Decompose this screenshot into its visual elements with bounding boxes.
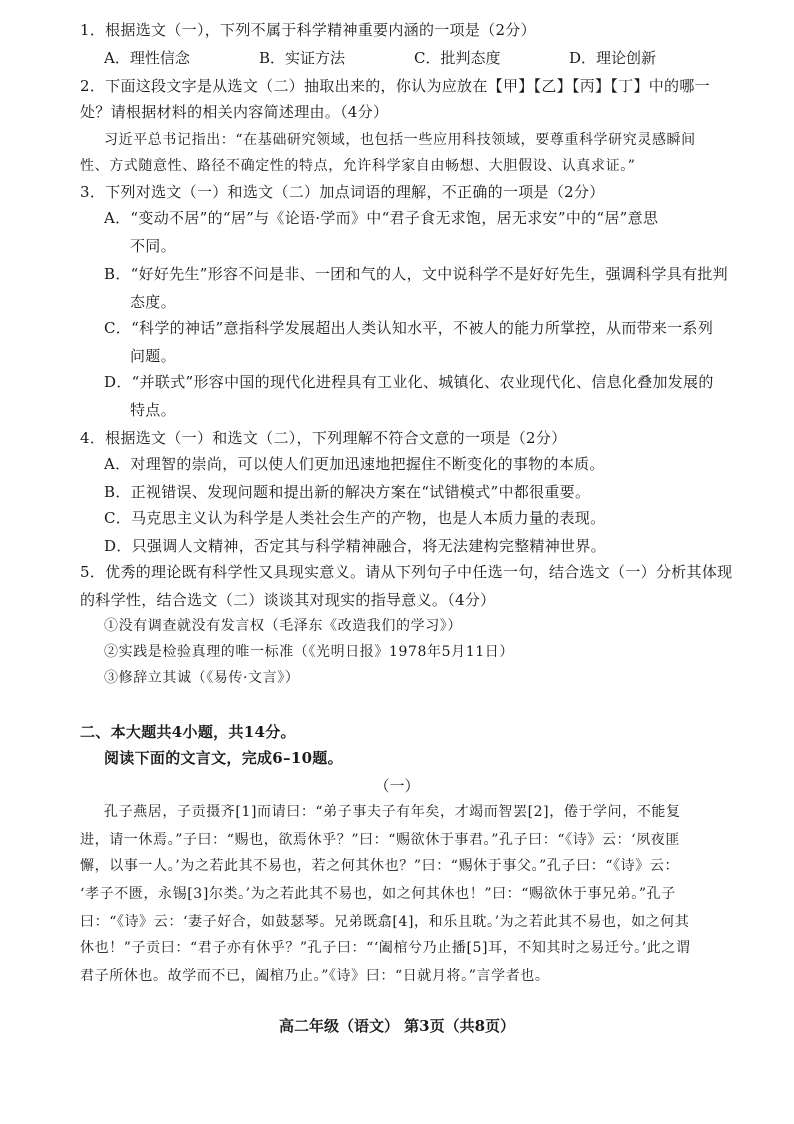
q4-stem: 4．根据选文（一）和选文（二），下列理解不符合文意的一项是（2分）	[80, 429, 567, 447]
q1-option-b: B．实证方法	[259, 49, 346, 67]
q1-stem: 1．根据选文（一），下列不属于科学精神重要内涵的一项是（2分）	[80, 21, 536, 39]
q1-options	[104, 48, 724, 68]
q5-sentence-3: ③修辞立其诚（《易传·文言》）	[104, 670, 300, 686]
q3-option-a-line2: 不同。	[130, 237, 176, 255]
q4-option-c: C．马克思主义认为科学是人类社会生产的产物，也是人本质力量的表现。	[104, 509, 606, 527]
q2-stem-line1: 2．下面这段文字是从选文（二）抽取出来的，你认为应放在【甲】【乙】【丙】【丁】中的哪一	[80, 77, 710, 95]
passage-line-1: 孔子燕居，子贡摄齐[1]而请曰：“弟子事夫子有年矣，才竭而智罢[2]，倦于学问，不能复	[104, 804, 681, 820]
q1-option-d: D．理论创新	[569, 49, 657, 67]
q4-option-a: A．对理智的崇尚，可以使人们更加迅速地把握住不断变化的事物的本质。	[104, 455, 605, 473]
section2-title: 二、本大题共4小题，共14分。	[80, 723, 296, 741]
q4-option-b: B．正视错误、发现问题和提出新的解决方案在“试错模式”中都很重要。	[104, 483, 591, 501]
q2-quote-line1: 习近平总书记指出：“在基础研究领域，也包括一些应用科技领域，要尊重科学研究灵感瞬间	[104, 132, 696, 148]
q5-sentence-2: ②实践是检验真理的唯一标准（《光明日报》1978年5月11日）	[104, 644, 514, 660]
page-footer: 高二年级（语文） 第3页（共8页）	[278, 1017, 516, 1035]
q1-option-a: A．理性信念	[104, 49, 190, 67]
q5-sentence-1: ①没有调查就没有发言权（毛泽东《改造我们的学习》）	[104, 618, 462, 634]
q3-option-d-line2: 特点。	[130, 401, 176, 419]
q5-stem-line2: 的科学性，结合选文（二）谈谈其对现实的指导意义。（4分）	[80, 591, 496, 609]
q3-option-c-line2: 问题。	[130, 347, 176, 365]
passage-line-3: 懈，以事一人。’为之若此其不易也，若之何其休也？”曰：“赐休于事父。”孔子曰：“《诗》云：	[80, 858, 680, 874]
passage-subtitle: （一）	[374, 777, 420, 795]
q3-option-c-line1: C．“科学的神话”意指科学发展超出人类认知水平，不被人的能力所掌控，从而带来一系列	[104, 319, 714, 337]
passage-line-2: 进，请一休焉。”子曰：“赐也，欲焉休乎？”曰：“赐欲休于事君。”孔子曰：“《诗》云：‘夙夜匪	[80, 832, 680, 848]
passage-line-5: 曰：“《诗》云：‘妻子好合，如鼓瑟琴。兄弟既翕[4]，和乐且耽。’为之若此其不易也，如之何其	[80, 914, 690, 930]
passage-line-7: 君子所休也。故学而不已，阖棺乃止。”《诗》曰：“日就月将。”言学者也。	[80, 968, 550, 984]
section2-instruction: 阅读下面的文言文，完成6–10题。	[104, 749, 343, 767]
q3-option-b-line1: B．“好好先生”形容不问是非、一团和气的人，文中说科学不是好好先生，强调科学具有批判	[104, 265, 728, 283]
q1-option-c: C．批判态度	[414, 49, 501, 67]
q2-stem-line2: 处？请根据材料的相关内容简述理由。（4分）	[80, 103, 389, 121]
q3-option-a-line1: A．“变动不居”的“居”与《论语·学而》中“君子食无求饱，居无求安”中的“居”意思	[104, 209, 659, 227]
q3-option-d-line1: D．“并联式”形容中国的现代化进程具有工业化、城镇化、农业现代化、信息化叠加发展的	[104, 373, 714, 391]
q4-option-d: D．只强调人文精神，否定其与科学精神融合，将无法建构完整精神世界。	[104, 537, 606, 555]
q5-stem-line1: 5．优秀的理论既有科学性又具现实意义。请从下列句子中任选一句，结合选文（一）分析其体现	[80, 563, 733, 581]
q3-stem: 3．下列对选文（一）和选文（二）加点词语的理解，不正确的一项是（2分）	[80, 183, 605, 201]
q3-option-b-line2: 态度。	[130, 293, 176, 311]
passage-line-6: 休也！”子贡曰：“君子亦有休乎？”孔子曰：“‘阖棺兮乃止播[5]耳，不知其时之易迁兮。’此之谓	[80, 940, 691, 956]
q2-quote-line2: 性、方式随意性、路径不确定性的特点，允许科学家自由畅想、大胆假设、认真求证。”	[80, 158, 636, 174]
passage-line-4: ‘孝子不匮，永锡[3]尔类。’为之若此其不易也，如之何其休也！”曰：“赐欲休于事兄弟。”孔子	[80, 886, 676, 902]
